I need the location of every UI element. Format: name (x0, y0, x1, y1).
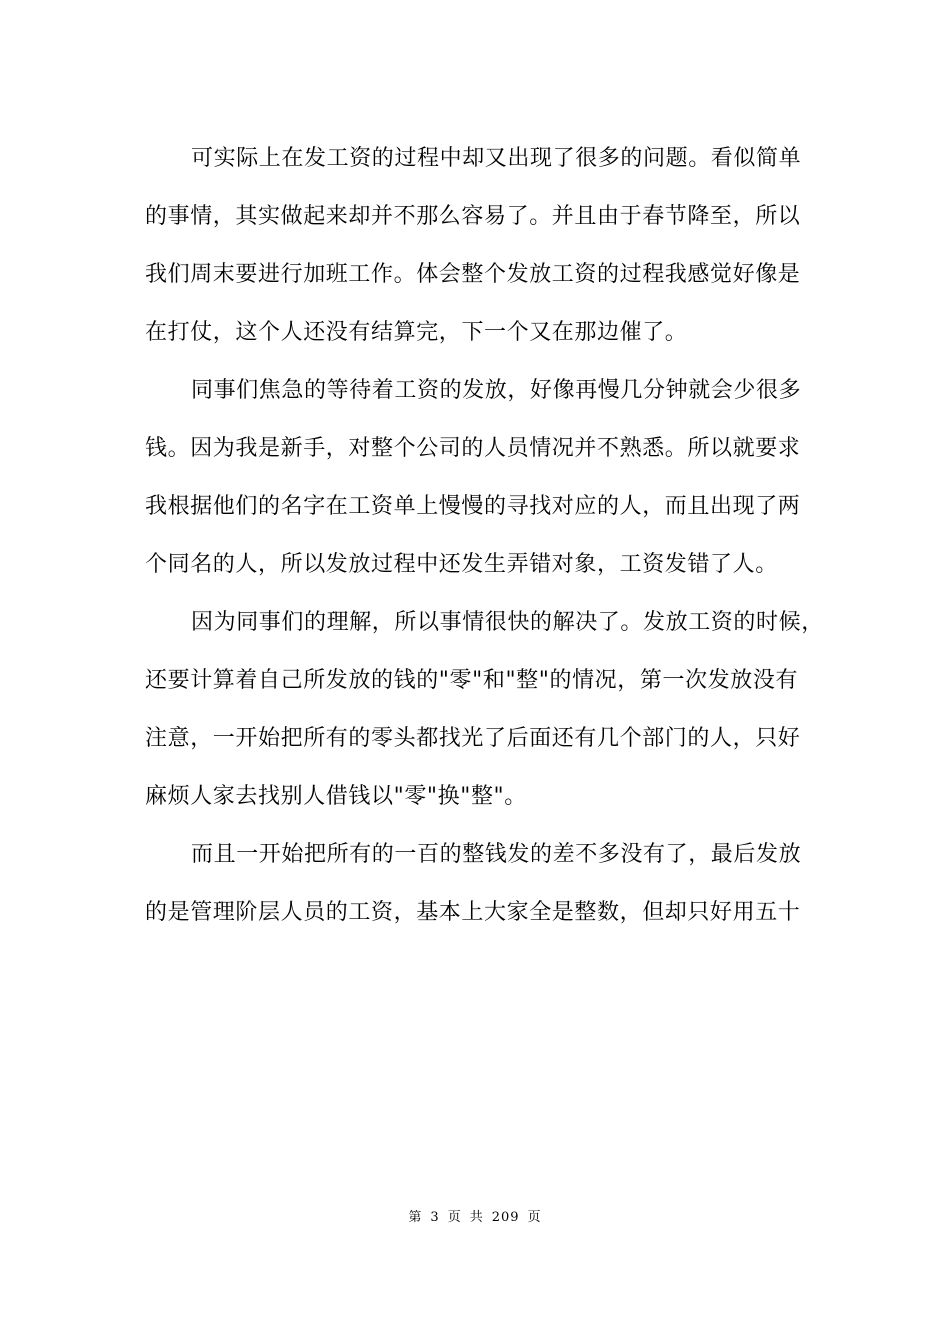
text-line: 我们周末要进行加班工作。体会整个发放工资的过程我感觉好像是 (145, 262, 801, 287)
paragraph-1 (145, 130, 825, 362)
paragraph-4 (145, 826, 825, 942)
footer-total-word: 共 (469, 1210, 484, 1225)
text-line: 在打仗，这个人还没有结算完，下一个又在那边催了。 (145, 320, 688, 345)
text-line: 还要计算着自己所发放的钱的"零"和"整"的情况，第一次发放没有 (145, 668, 799, 693)
text-line: 我根据他们的名字在工资单上慢慢的寻找对应的人，而且出现了两 (145, 494, 801, 519)
text-line: 钱。因为我是新手，对整个公司的人员情况并不熟悉。所以就要求 (145, 436, 801, 461)
document-body (145, 130, 825, 942)
page-footer (0, 1206, 950, 1225)
footer-suffix: 页 (527, 1210, 542, 1225)
footer-prefix: 第 (408, 1210, 423, 1225)
footer-page-word: 页 (447, 1210, 462, 1225)
text-line: 而且一开始把所有的一百的整钱发的差不多没有了，最后发放 (191, 842, 802, 867)
paragraph-2 (145, 362, 825, 594)
text-line: 注意，一开始把所有的零头都找光了后面还有几个部门的人，只好 (145, 726, 801, 751)
text-line: 个同名的人，所以发放过程中还发生弄错对象，工资发错了人。 (145, 552, 778, 577)
total-pages: 209 (491, 1210, 520, 1225)
text-line: 因为同事们的理解，所以事情很快的解决了。发放工资的时候， (191, 610, 824, 635)
text-line: 的事情，其实做起来却并不那么容易了。并且由于春节降至，所以 (145, 204, 801, 229)
text-line: 可实际上在发工资的过程中却又出现了很多的问题。看似简单 (191, 146, 802, 171)
text-line: 的是管理阶层人员的工资，基本上大家全是整数，但却只好用五十 (145, 900, 801, 925)
paragraph-3 (145, 594, 825, 826)
page-number: 3 (430, 1210, 440, 1225)
text-line: 麻烦人家去找别人借钱以"零"换"整"。 (145, 784, 527, 809)
text-line: 同事们焦急的等待着工资的发放，好像再慢几分钟就会少很多 (191, 378, 802, 403)
